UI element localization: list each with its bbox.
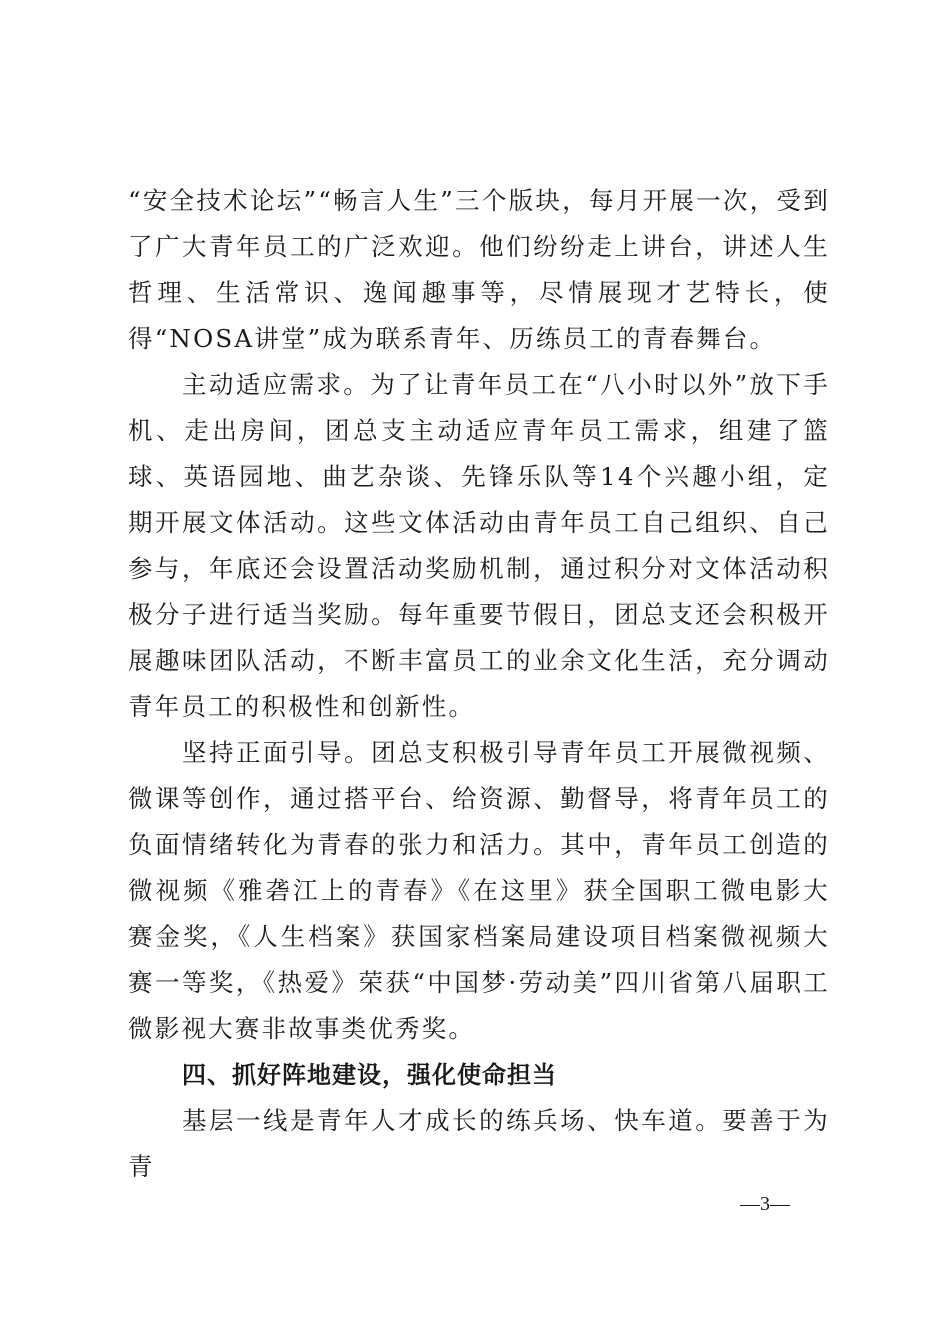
section-heading: 四、抓好阵地建设，强化使命担当: [182, 1061, 557, 1089]
page-number: —3—: [740, 1193, 790, 1215]
document-body: [128, 178, 830, 1190]
paragraph-forum-sections: “安全技术论坛”“畅言人生”三个版块，每月开展一次，受到了广大青年员工的广泛欢迎。他们纷纷走上讲台，讲述人生哲理、生活常识、逸闻趣事等，尽情展现才艺特长，使得“NOSA讲堂”成为联系青年、历练员工的青春舞台。: [128, 186, 830, 353]
paragraph-positive-guidance: 坚持正面引导。团总支积极引导青年员工开展微视频、微课等创作，通过搭平台、给资源、勤督导，将青年员工的负面情绪转化为青春的张力和活力。其中，青年员工创造的微视频《雅砻江上的青春》《在这里》获全国职工微电影大赛金奖，《人生档案》获国家档案局建设项目档案微视频大赛一等奖，《热爱》荣获“中国梦·劳动美”四川省第八届职工微影视大赛非故事类优秀奖。: [128, 738, 830, 1043]
paragraph-grassroots: 基层一线是青年人才成长的练兵场、快车道。要善于为青: [128, 1106, 830, 1181]
paragraph-adapt-to-needs: 主动适应需求。为了让青年员工在“八小时以外”放下手机、走出房间，团总支主动适应青年员工需求，组建了篮球、英语园地、曲艺杂谈、先锋乐队等14个兴趣小组，定期开展文体活动。这些文体活动由青年员工自己组织、自己参与，年底还会设置活动奖励机制，通过积分对文体活动积极分子进行适当奖励。每年重要节假日，团总支还会积极开展趣味团队活动，不断丰富员工的业余文化生活，充分调动青年员工的积极性和创新性。: [128, 370, 830, 721]
